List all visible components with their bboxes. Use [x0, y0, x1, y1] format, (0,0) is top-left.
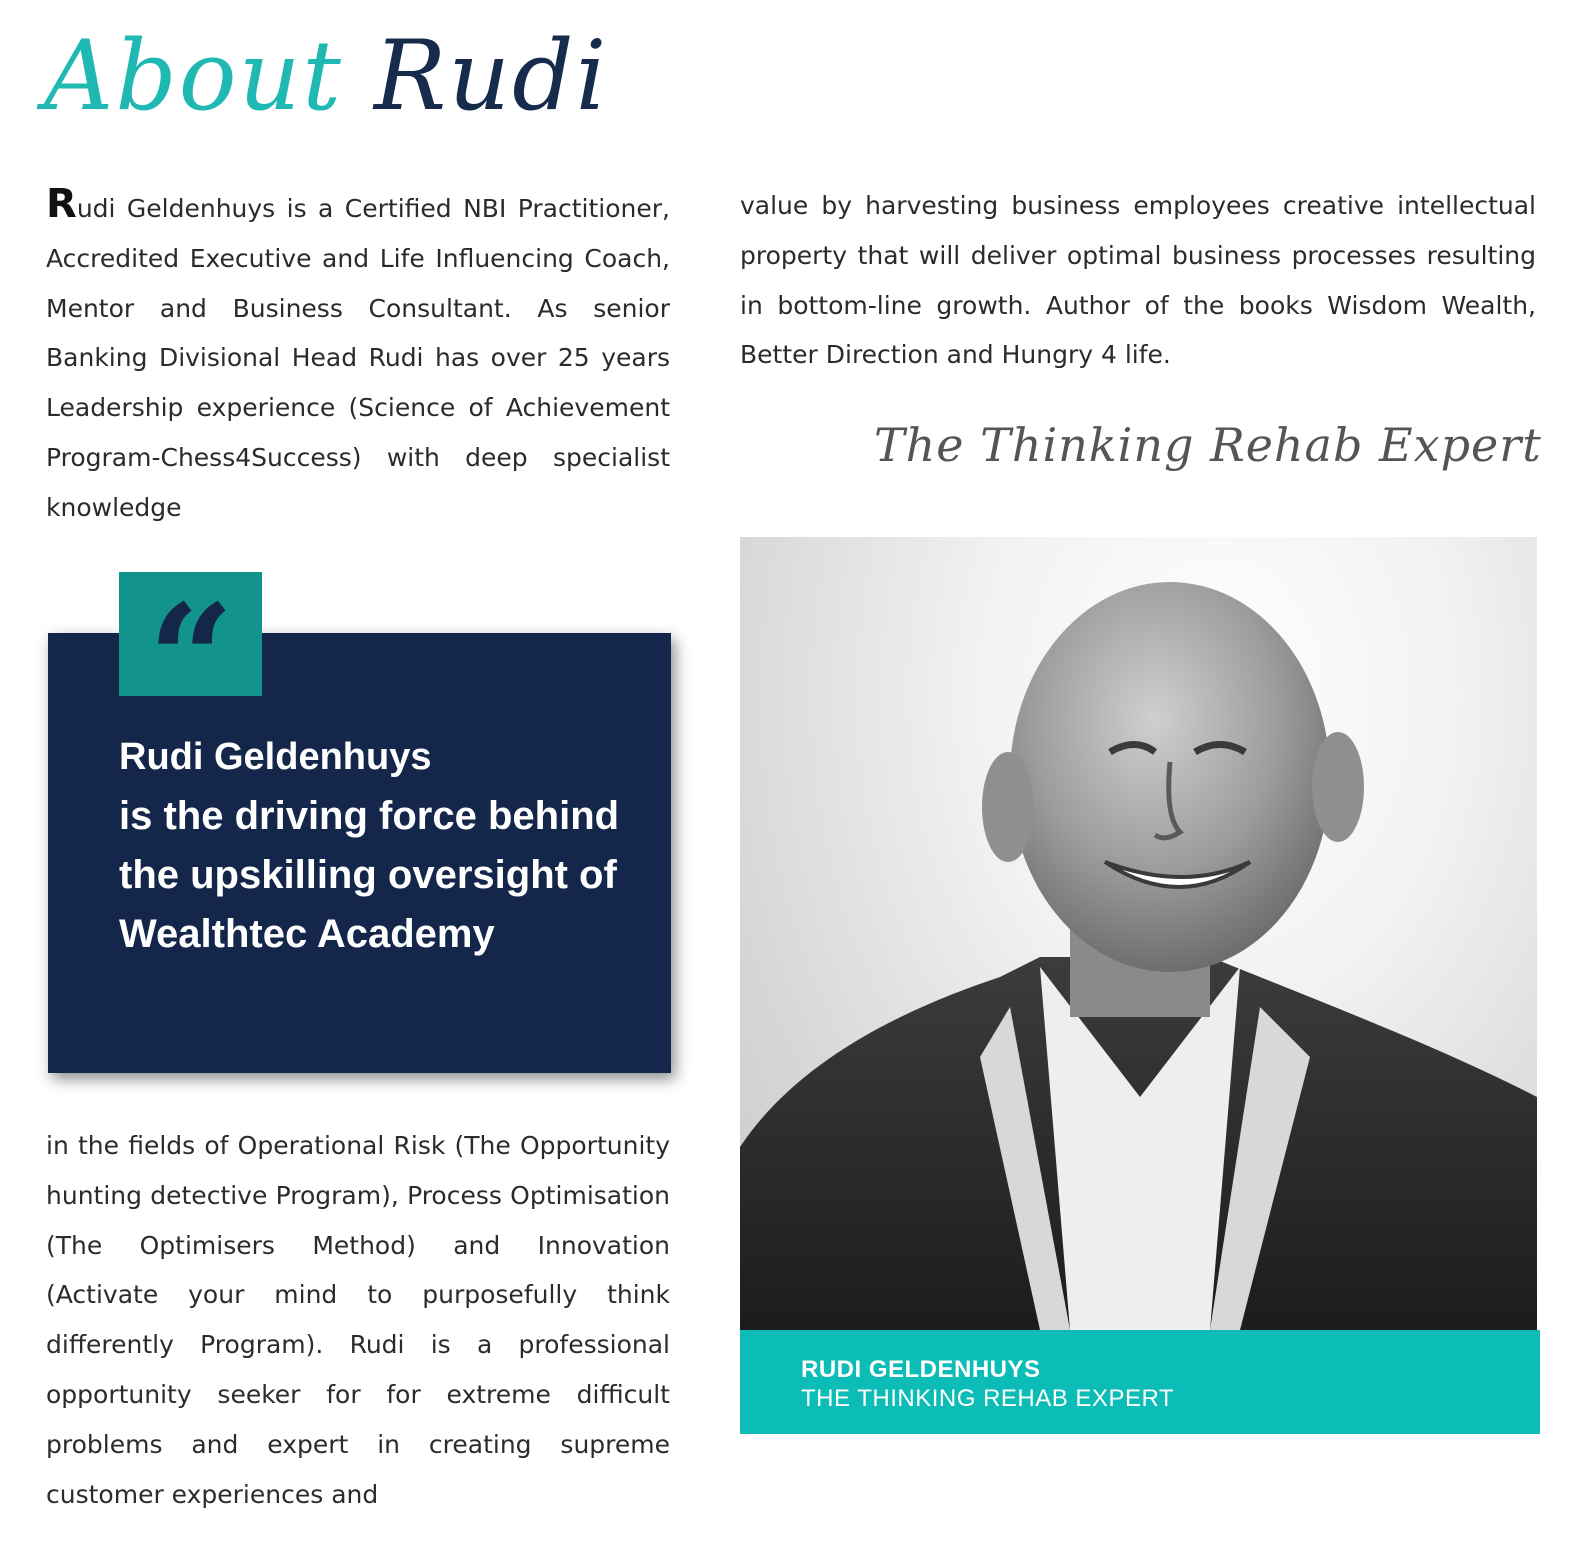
portrait-photo — [740, 537, 1537, 1330]
title-word-rudi: Rudi — [374, 20, 609, 132]
pull-quote-name: Rudi Geldenhuys — [119, 736, 432, 778]
intro-text: udi Geldenhuys is a Certified NBI Practitioner, Accredited Executive and Life Influencing Coach, Mentor and Business Consultant. As senior Banking Divisional Head Rudi has over 25 years Leadership experience (Science of Achievement Program-Chess4Success) with deep specialist knowledge — [46, 194, 670, 522]
caption-name: RUDI GELDENHUYS — [801, 1356, 1041, 1383]
dropcap: R — [46, 181, 77, 227]
person-portrait — [740, 537, 1537, 1330]
pull-quote — [119, 728, 659, 964]
right-column-paragraph — [740, 181, 1536, 380]
quote-open-icon: “ — [148, 572, 235, 748]
continuation-text: in the fields of Operational Risk (The Opportunity hunting detective Program), Process Optimisation (The Optimisers Method) and Innovation (Activate your mind to purposefully think differently Program). Rudi is a professional opportunity seeker for for extreme difficult problems and expert in creating supreme customer experiences and — [46, 1131, 670, 1509]
right-column-text: value by harvesting business employees creative intellectual property that will deliver optimal business processes resulting in bottom-line growth. Author of the books Wisdom Wealth, Better Direction and Hungry 4 life. — [740, 191, 1536, 370]
tagline: The Thinking Rehab Expert — [874, 418, 1542, 472]
page-title — [44, 10, 684, 150]
continuation-paragraph — [46, 1121, 670, 1519]
photo-caption — [740, 1330, 1540, 1434]
pull-quote-text: is the driving force behind the upskilling oversight of Wealthtec Academy — [119, 794, 620, 956]
title-word-about: About — [44, 20, 343, 132]
intro-paragraph — [46, 180, 670, 533]
caption-role: THE THINKING REHAB EXPERT — [801, 1385, 1175, 1412]
